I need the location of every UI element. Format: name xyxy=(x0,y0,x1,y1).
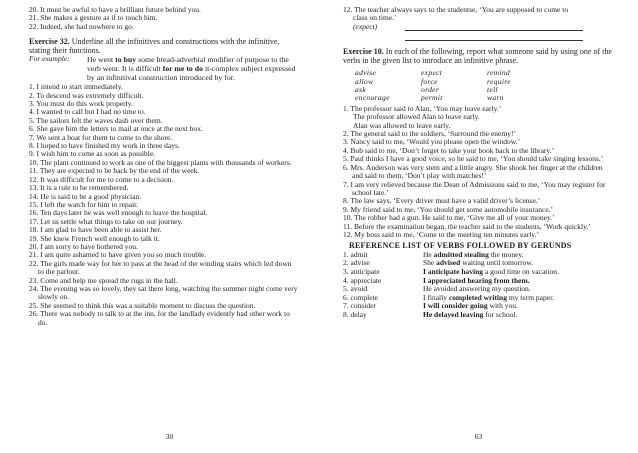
example-answer: The professor allowed Alan to leave early. xyxy=(353,112,480,122)
exercise-label: Exercise 32. xyxy=(29,37,70,47)
reference-verb: 7. consider xyxy=(343,301,376,311)
exercise-item: 7. I am very relieved because the Dean of Admissions said to me, ‘You may register for school late.’ xyxy=(343,179,606,197)
reference-verb: 8. delay xyxy=(343,309,367,319)
exercise-item: 17. Let us settle what things to take on our journey. xyxy=(29,216,183,226)
example-label: For example: xyxy=(29,54,70,64)
reference-bold: I anticipate having xyxy=(423,266,484,276)
exercise-item: 11. They are expected to be back by the end of the week. xyxy=(29,166,200,176)
example-text-part: it-complex subject expressed by an infinitival construction introduced by for. xyxy=(87,64,296,83)
reference-text: She xyxy=(423,258,437,268)
exercise-item: 4. I wanted to call but I had no time to. xyxy=(29,107,146,117)
left-page-content xyxy=(29,6,299,327)
reference-heading: REFERENCE LIST OF VERBS FOLLOWED BY GERUNDS xyxy=(349,241,572,251)
exercise-item: 24. The evening was so lovely, they sat there long, watching the summer night come very slowly on. xyxy=(29,283,298,302)
reference-text: He avoided answering my question. xyxy=(423,284,531,294)
right-page xyxy=(319,0,638,453)
reference-list xyxy=(343,251,613,320)
reference-text: with you. xyxy=(487,301,518,311)
exercise-item: 5. Paul thinks I have a good voice, so he said to me, ‘You should take singing lessons.’ xyxy=(343,154,604,164)
reference-text: my term paper. xyxy=(506,292,555,302)
exercise-item: 2. The general said to the soldiers, ‘Surround the enemy!’ xyxy=(343,129,516,139)
exercise-heading xyxy=(29,37,299,55)
reference-verb: 4. appreciate xyxy=(343,275,382,285)
exercise-items xyxy=(29,83,299,327)
exercise-item: 12. It was difficult for me to come to a decision. xyxy=(29,174,174,184)
verb-item: order xyxy=(421,85,440,95)
reference-text: I finally xyxy=(423,292,449,302)
exercise-item: 5. The sailors felt the waves dash over them. xyxy=(29,115,163,125)
example-bold-part: for me to do xyxy=(162,64,204,74)
text-line: 12. The teacher always says to the studentse, ‘You are supposed to come to xyxy=(343,5,569,14)
reference-bold: advised xyxy=(436,258,461,268)
reference-bold: admitted stealing xyxy=(433,249,489,259)
verb-item: require xyxy=(487,76,511,86)
reference-example xyxy=(423,311,517,320)
exercise-item: 15. I left the watch for him to repair. xyxy=(29,199,139,209)
reference-bold: He delayed leaving xyxy=(423,309,484,319)
reference-verb: 2. advise xyxy=(343,258,370,268)
exercise-item: 22. The girls made way for her to pass at the head of the winding stairs which led down to the parlour. xyxy=(29,258,292,277)
exercise-item: 10. The plant continued to work as one of the biggest plants with thousands of workers. xyxy=(29,157,292,167)
reference-text: the money. xyxy=(488,249,524,259)
answer-blank xyxy=(405,34,583,41)
reference-verb: 5. avoid xyxy=(343,284,368,294)
reference-text: He xyxy=(423,249,434,259)
reference-verb: 3. anticipate xyxy=(343,266,380,276)
exercise-item: 26. There was nobody to talk to at the inn, for the landlady evidently had other work to do. xyxy=(29,309,290,327)
exercise-item: 18. I am glad to have been able to assist her. xyxy=(29,225,162,235)
verb-item: expect xyxy=(421,68,443,78)
text-line: 21. She makes a gesture as if to touch him. xyxy=(29,13,158,23)
exercise-item: 23. Come and help me spread the rugs in the hall. xyxy=(29,275,178,285)
exercise-item: 11. Before the examination began, the teacher said to the students, ‘Work quickly.’ xyxy=(343,221,591,231)
exercise-instructions: In each of the following, report what someone said by using one of the verbs in the given list to introduce an infinitive phrase. xyxy=(343,47,612,66)
exercise-item: 4. Bob said to me, ‘Don’t forget to take your book back to the library.’ xyxy=(343,145,555,155)
exercise-label: Exercise 10. xyxy=(343,47,384,57)
text-line: class on time.’ xyxy=(353,13,397,23)
page-number: 30 xyxy=(165,431,174,441)
verb-item: remind xyxy=(487,68,511,78)
example-block xyxy=(29,55,299,82)
exercise-item: 1. The professor said to Alan, ‘You may leave early.’ xyxy=(343,103,502,113)
exercise-item: 19. She knew French well enough to talk it. xyxy=(29,233,160,243)
exercise-heading xyxy=(343,47,613,65)
reference-row xyxy=(343,311,613,320)
page-number: 63 xyxy=(474,431,483,441)
verb-item: force xyxy=(421,76,438,86)
exercise-item: 1. I intend to start immediately. xyxy=(29,82,123,92)
exercise-item: 6. Mrs. Anderson was very stem and a little angry. She shook her finger at the children and said to them, ‘Don’t play with matches!’ xyxy=(343,162,603,181)
reference-text: for school. xyxy=(483,309,518,319)
example-text-part: some bread-adverbial modifier of purpose to the verb went. It is difficult xyxy=(87,55,289,74)
verb-item: allow xyxy=(355,76,374,86)
exercise-item: 20. I am sorry to have bothered you. xyxy=(29,241,138,251)
verb-item: tell xyxy=(487,85,498,95)
exercise-item: 8. The law says, ‘Every driver must have a valid driver’s license.’ xyxy=(343,196,541,206)
verb-item: encourage xyxy=(355,93,390,103)
exercise-item: 16. Ten days later he was well enough to leave the hospital. xyxy=(29,208,208,218)
exercise-item: 9. I wish him to come as soon as possible. xyxy=(29,149,156,159)
exercise-item: 25. She seemed to think this was a suitable moment to discuss the question. xyxy=(29,300,256,310)
example-bold-part: to buy xyxy=(115,55,137,65)
verb-item: permit xyxy=(421,93,443,103)
reference-verb: 1. admit xyxy=(343,249,368,259)
text-line: 22. Indeed, she had nowhere to go. xyxy=(29,21,134,31)
exercise-item: 3. You must do this work properly. xyxy=(29,99,133,109)
exercise-instructions: Underline all the infinitives and constructions with the infinitive, stating their functions. xyxy=(29,37,280,56)
exercise-item: 7. We sent a boat for them to come to the shore. xyxy=(29,132,173,142)
exercise-item: 2. To descend was extremely difficult. xyxy=(29,90,144,100)
exercise-item: 21. I am quite ashamed to have given you so much trouble. xyxy=(29,250,207,260)
reference-text: a good time on vacation. xyxy=(483,266,559,276)
example-text xyxy=(87,55,299,82)
right-page-content xyxy=(343,6,613,320)
verb-item: advise xyxy=(355,68,377,78)
exercise-item: 9. My friend said to me, ‘You should get some automobile insurance.’ xyxy=(343,204,554,214)
exercise-item: 14. He is said to be a good physician. xyxy=(29,191,142,201)
answer-row xyxy=(343,23,613,31)
verb-item: warn xyxy=(487,93,504,103)
exercise-item: 10. The robber had a gun. He said to me, ‘Give me all of your money.’ xyxy=(343,213,555,223)
answer-blank xyxy=(405,24,583,31)
expect-label: (expect) xyxy=(353,21,378,31)
exercise-item: 13. It is a rule to be remembered. xyxy=(29,183,129,193)
reference-verb: 6. complete xyxy=(343,292,378,302)
example-text-part: He went xyxy=(87,55,116,65)
reference-text: waiting until tomorrow. xyxy=(460,258,534,268)
text-line: 20. It must be awful to have a brilliant future behind you. xyxy=(29,5,201,14)
exercise-item: 12. My boss said to me, ‘Come to the meeting ten minutes early.’ xyxy=(343,229,539,239)
reference-bold: I will consider going xyxy=(423,301,488,311)
verb-list xyxy=(355,69,613,103)
reference-bold: I appreciated hearing from them. xyxy=(423,275,530,285)
reference-bold: completed writing xyxy=(448,292,507,302)
exercise-item: 6. She gave him the letters to mail at once at the next box. xyxy=(29,124,203,134)
exercise-item: 8. I hoped to have finished my work in three days. xyxy=(29,141,180,151)
example-answer: Alan was allowed to leave early. xyxy=(353,120,451,130)
exercise-items xyxy=(343,105,613,240)
verb-item: ask xyxy=(355,85,367,95)
exercise-item: 3. Nancy said to me, ‘Would you please open the window.’ xyxy=(343,137,520,147)
